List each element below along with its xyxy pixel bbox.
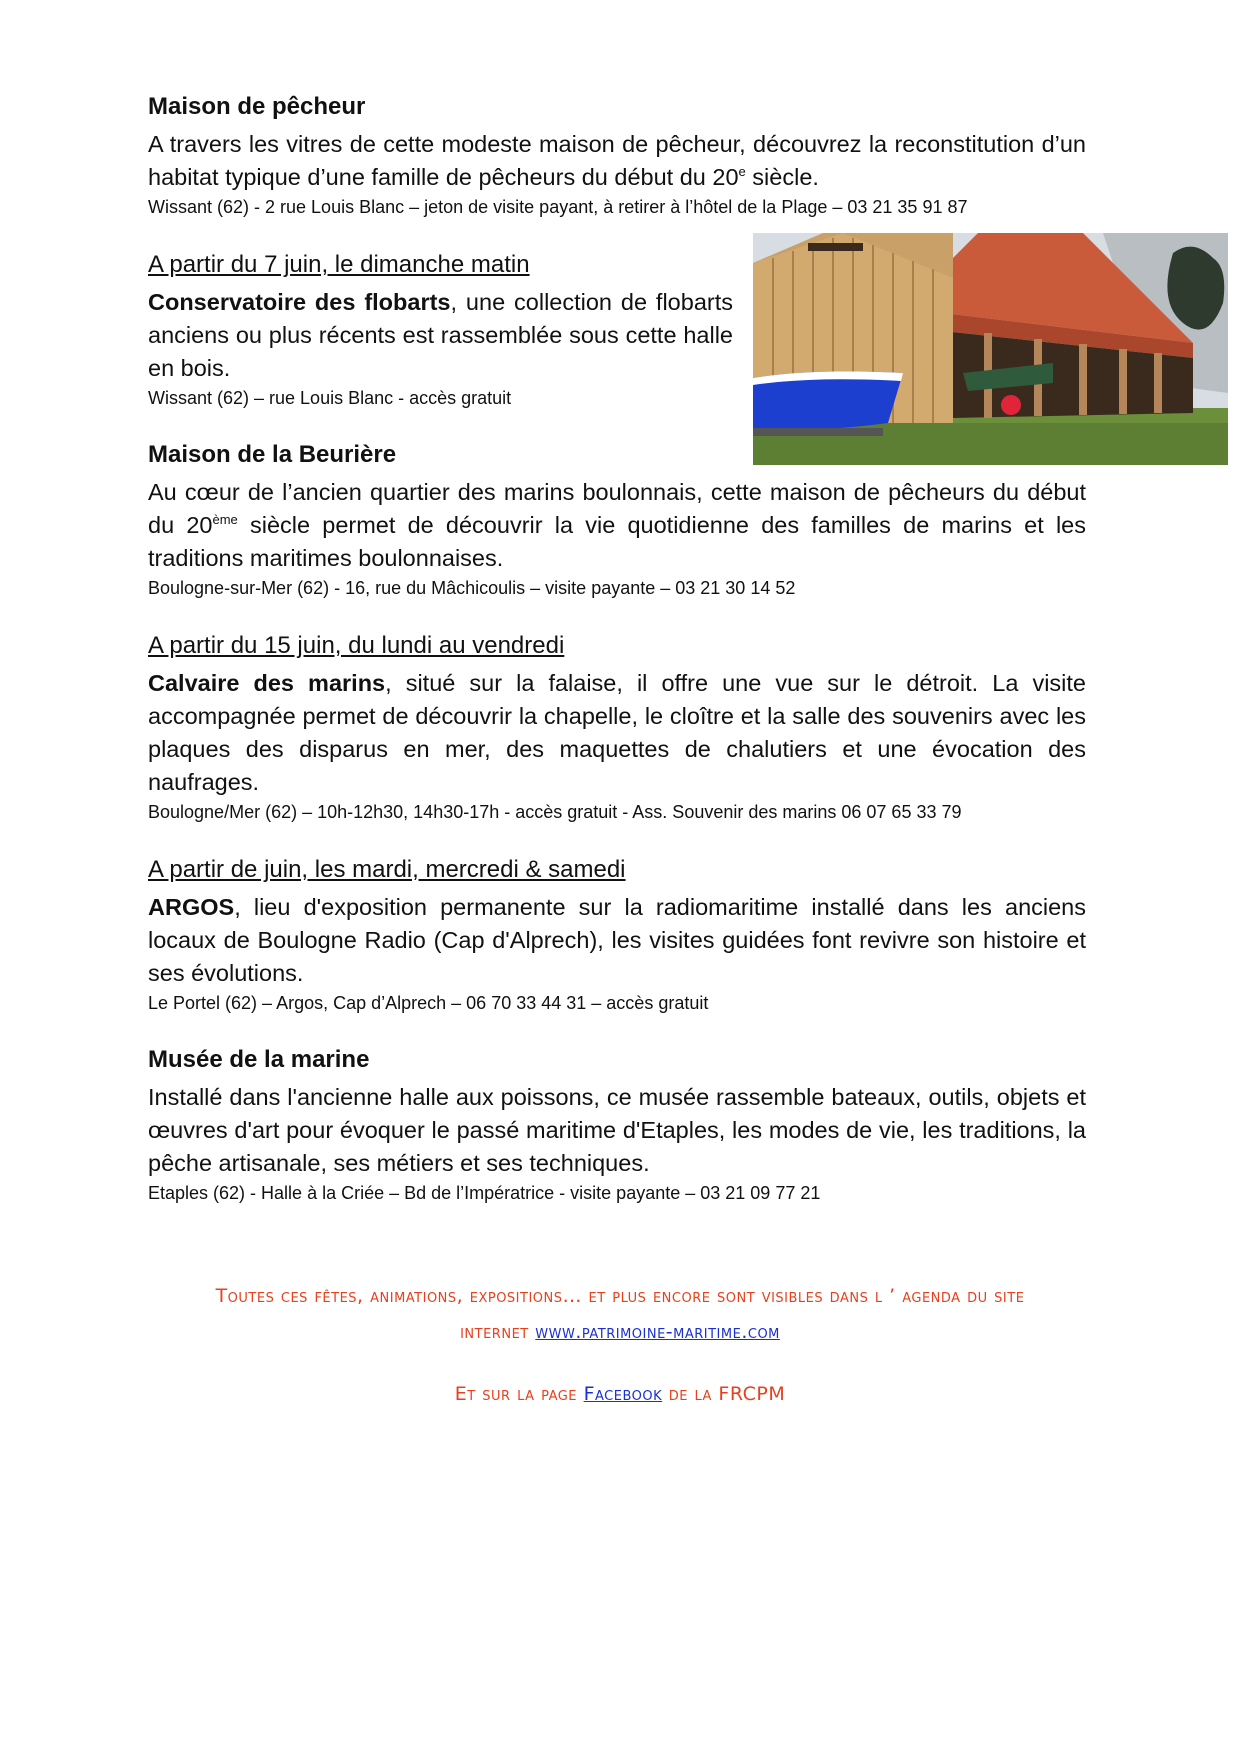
section-maison-pecheur (148, 92, 1086, 220)
section-date: A partir du 15 juin, du lundi au vendredi (148, 632, 565, 659)
boat-shed-photo (753, 233, 1228, 465)
section-title: Musée de la marine (148, 1046, 370, 1073)
section-date: A partir du 7 juin, le dimanche matin (148, 251, 530, 278)
section-musee-marine (148, 1045, 1086, 1206)
footer-note (0, 1278, 1240, 1412)
section-text: A travers les vitres de cette modeste maison de pêcheur, découvrez la reconstitution d’un habitat typique d’une famille de pêcheurs du début du 20e siècle. (148, 131, 1086, 190)
section-argos (148, 855, 1086, 1016)
section-flobarts (148, 250, 733, 411)
section-calvaire (148, 631, 1086, 825)
section-text: Conservatoire des flobarts, une collection de flobarts anciens ou plus récents est rassemblée sous cette halle en bois. (148, 289, 733, 381)
section-info: Wissant (62) – rue Louis Blanc - accès gratuit (148, 388, 512, 408)
section-info: Etaples (62) - Halle à la Criée – Bd de l’Impératrice - visite payante – 03 21 09 77 21 (148, 1183, 821, 1203)
section-text: Installé dans l'ancienne halle aux poissons, ce musée rassemble bateaux, outils, objets et œuvres d'art pour évoquer le passé maritime d'Etaples, les modes de vie, les traditions, la pêche artisanale, ses métiers et ses techniques. (148, 1084, 1086, 1176)
section-info: Wissant (62) - 2 rue Louis Blanc – jeton de visite payant, à retirer à l’hôtel de la Plage – 03 21 35 91 87 (148, 197, 968, 217)
website-link[interactable]: www.patrimoine-maritime.com (535, 1321, 780, 1343)
facebook-link[interactable]: Facebook (583, 1383, 663, 1405)
section-text: Calvaire des marins, situé sur la falaise, il offre une vue sur le détroit. La visite accompagnée permet de découvrir la chapelle, le cloître et la salle des souvenirs avec les plaques des disparus en mer, des maquettes de chalutiers et une évocation des naufrages. (148, 670, 1086, 795)
footer-line-2: internet www.patrimoine-maritime.com (460, 1321, 780, 1343)
footer-line-3: Et sur la page Facebook de la FRCPM (454, 1383, 786, 1405)
section-info: Boulogne/Mer (62) – 10h-12h30, 14h30-17h - accès gratuit - Ass. Souvenir des marins 06 07 65 33 79 (148, 802, 962, 822)
section-title: Maison de pêcheur (148, 93, 366, 120)
footer-line-1: Toutes ces fêtes, animations, expositions… et plus encore sont visibles dans l ’ agenda du site (215, 1285, 1025, 1307)
section-text: Au cœur de l’ancien quartier des marins boulonnais, cette maison de pêcheurs du début du 20ème siècle permet de découvrir la vie quotidienne des familles de marins et les traditions maritimes boulonnaises. (148, 479, 1086, 571)
section-info: Boulogne-sur-Mer (62) - 16, rue du Mâchicoulis – visite payante – 03 21 30 14 52 (148, 578, 796, 598)
section-info: Le Portel (62) – Argos, Cap d’Alprech – 06 70 33 44 31 – accès gratuit (148, 993, 709, 1013)
section-text: ARGOS, lieu d'exposition permanente sur la radiomaritime installé dans les anciens locaux de Boulogne Radio (Cap d'Alprech), les visites guidées font revivre son histoire et ses évolutions. (148, 894, 1086, 986)
section-title: Maison de la Beurière (148, 441, 397, 468)
section-date: A partir de juin, les mardi, mercredi & samedi (148, 856, 626, 883)
